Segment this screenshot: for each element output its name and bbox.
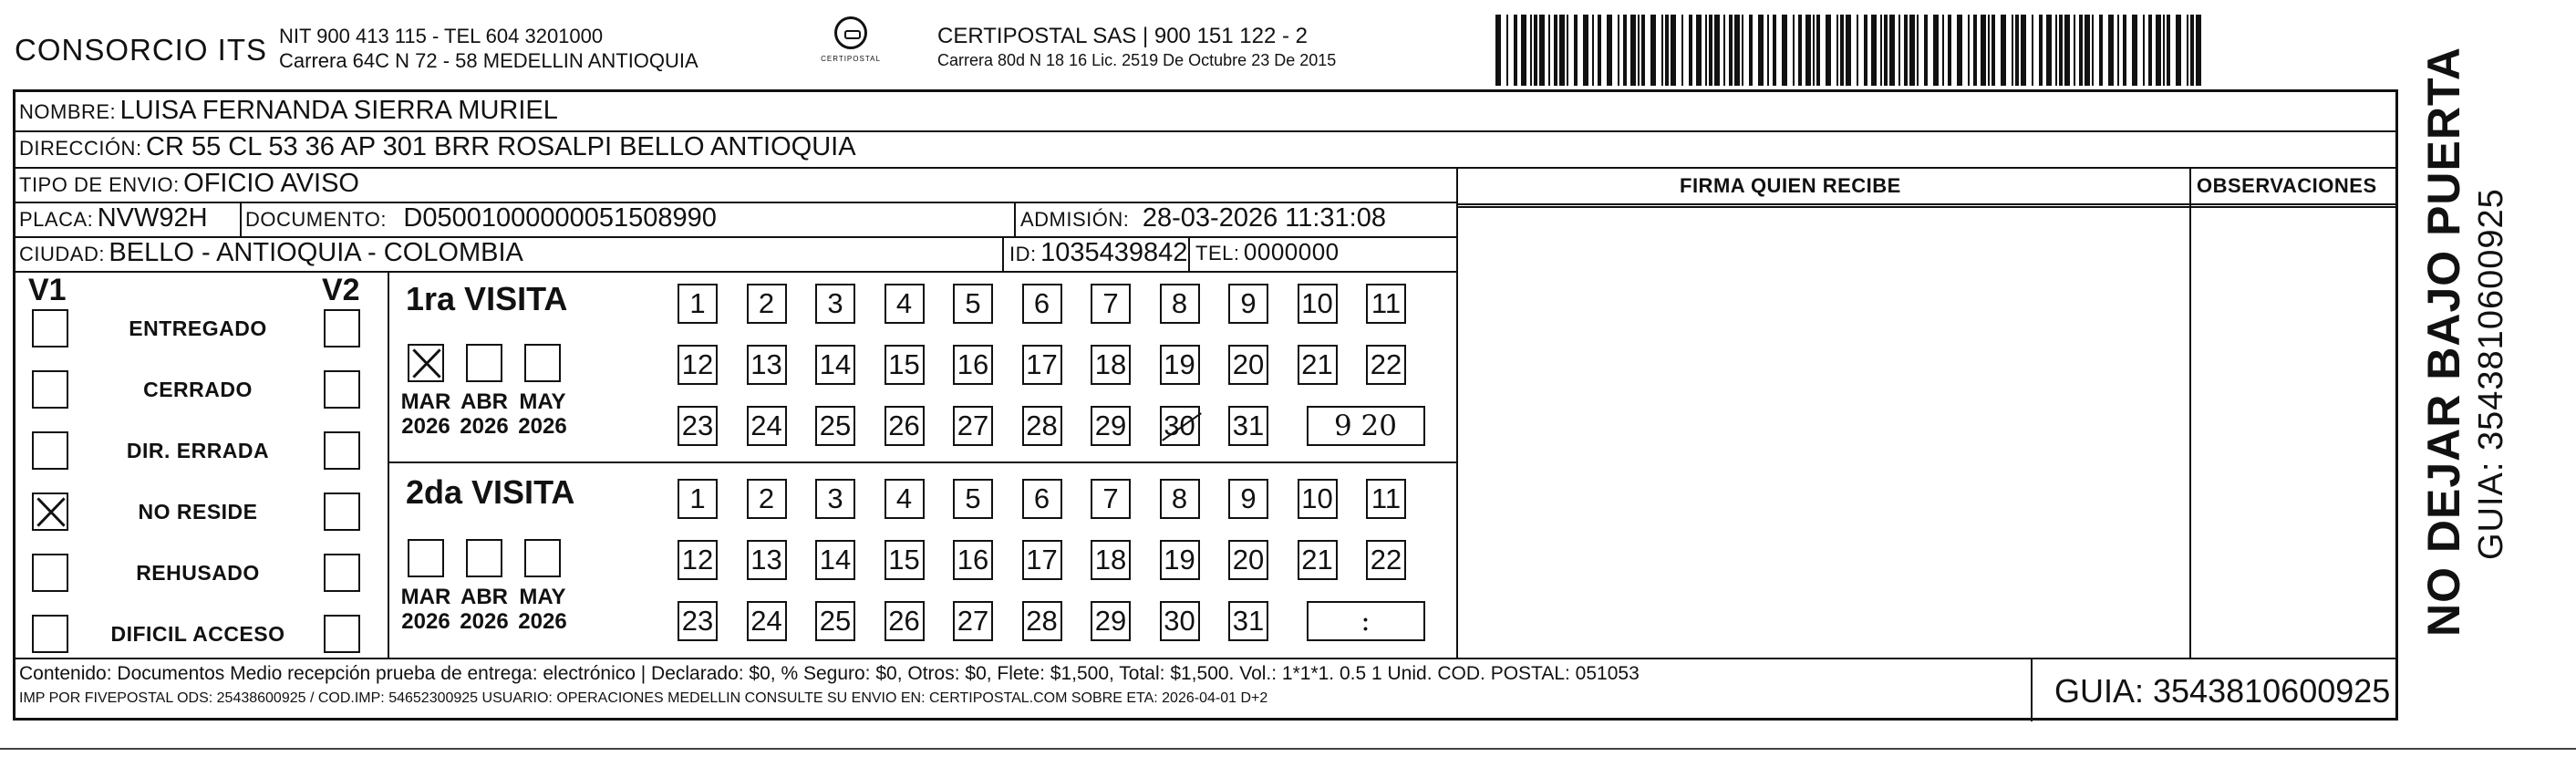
documento-field <box>245 203 717 233</box>
day-box[interactable]: 27 <box>953 406 993 446</box>
ciudad-value: BELLO - ANTIOQUIA - COLOMBIA <box>109 238 523 267</box>
tel-label: TEL: <box>1195 242 1240 264</box>
day-box[interactable]: 14 <box>815 345 855 385</box>
day-box[interactable]: 6 <box>1022 284 1062 324</box>
day-box[interactable]: 29 <box>1091 601 1131 641</box>
month-checkbox[interactable] <box>408 344 444 382</box>
day-box[interactable]: 11 <box>1366 284 1406 324</box>
day-box[interactable]: 7 <box>1091 284 1131 324</box>
day-box[interactable]: 20 <box>1228 345 1268 385</box>
day-box[interactable]: 1 <box>678 284 718 324</box>
tipo-envio-field <box>19 169 359 199</box>
tel-value: 0000000 <box>1243 238 1340 265</box>
month-name: MAY <box>519 585 566 609</box>
day-box[interactable]: 8 <box>1160 479 1200 519</box>
day-box[interactable]: 4 <box>885 479 925 519</box>
day-box[interactable]: 3 <box>815 284 855 324</box>
status-v2-checkbox[interactable] <box>324 554 360 592</box>
month-checkbox[interactable] <box>408 539 444 577</box>
day-box[interactable]: 14 <box>815 540 855 580</box>
day-box[interactable]: 25 <box>815 601 855 641</box>
day-box[interactable]: 24 <box>747 601 787 641</box>
month-checkbox[interactable] <box>466 344 502 382</box>
documento-label: DOCUMENTO: <box>245 208 387 231</box>
day-box[interactable]: 24 <box>747 406 787 446</box>
status-label: NO RESIDE <box>138 500 258 524</box>
footer-guia: GUIA: 3543810600925 <box>2054 672 2391 710</box>
day-box[interactable]: 31 <box>1228 601 1268 641</box>
month-year: 2026 <box>518 609 567 634</box>
day-box[interactable]: 10 <box>1298 284 1338 324</box>
month-name: ABR <box>460 585 508 609</box>
status-label: REHUSADO <box>136 561 260 585</box>
day-box[interactable]: 23 <box>678 406 718 446</box>
month-year: 2026 <box>460 414 509 439</box>
day-box[interactable]: 16 <box>953 345 993 385</box>
day-box[interactable]: 2 <box>747 479 787 519</box>
day-box[interactable]: 2 <box>747 284 787 324</box>
visit1-title: 1ra VISITA <box>406 280 568 317</box>
bottom-rule <box>0 748 2576 750</box>
day-box[interactable]: 13 <box>747 540 787 580</box>
ciudad-label: CIUDAD: <box>19 243 105 265</box>
ciudad-field <box>19 238 523 268</box>
documento-value: D05001000000051508990 <box>403 203 717 233</box>
tipo-envio-value: OFICIO AVISO <box>183 169 359 198</box>
day-box[interactable]: 15 <box>885 540 925 580</box>
status-label: CERRADO <box>143 378 253 401</box>
status-v2-checkbox[interactable] <box>324 309 360 347</box>
day-box[interactable]: 15 <box>885 345 925 385</box>
id-value: 1035439842 <box>1040 238 1188 267</box>
logo-text: CERTIPOSTAL <box>821 55 881 63</box>
time-box[interactable]: : <box>1307 601 1425 641</box>
month-name: MAY <box>519 389 566 414</box>
day-box[interactable]: 8 <box>1160 284 1200 324</box>
day-box[interactable]: 13 <box>747 345 787 385</box>
day-box[interactable]: 23 <box>678 601 718 641</box>
status-v1-checkbox[interactable] <box>32 309 68 347</box>
status-label: ENTREGADO <box>129 316 267 340</box>
status-v2-checkbox[interactable] <box>324 493 360 531</box>
admision-label: ADMISIÓN: <box>1020 208 1130 231</box>
month-year: 2026 <box>518 414 567 439</box>
status-v1-checkbox[interactable] <box>32 554 68 592</box>
status-v1-checkbox[interactable] <box>32 370 68 409</box>
day-box[interactable]: 4 <box>885 284 925 324</box>
nit-line: NIT 900 413 115 - TEL 604 3201000 <box>279 25 604 47</box>
month-label <box>398 585 453 634</box>
day-box[interactable]: 10 <box>1298 479 1338 519</box>
status-label: DIFICIL ACCESO <box>110 622 285 646</box>
tipo-envio-label: TIPO DE ENVIO: <box>19 173 180 196</box>
month-year: 2026 <box>401 414 450 439</box>
day-box[interactable]: 22 <box>1366 540 1406 580</box>
day-box[interactable]: 21 <box>1298 345 1338 385</box>
direccion-value: CR 55 CL 53 36 AP 301 BRR ROSALPI BELLO ANTIOQUIA <box>146 132 856 161</box>
placa-label: PLACA: <box>19 208 94 231</box>
logo-emblem-icon <box>834 16 867 49</box>
certipostal-logo <box>819 16 883 80</box>
day-box[interactable]: 6 <box>1022 479 1062 519</box>
contenido-text: Contenido: Documentos Medio recepción prueba de entrega: electrónico | Declarado: $0, % Seguro: $0, Otros: $0, Flete: $1,500, Total: $1,500. Vol.: 1*1*1. 0.5 1 Unid. COD. POSTAL: 051053 <box>19 663 1640 684</box>
id-label: ID: <box>1009 243 1037 265</box>
status-v1-checkbox[interactable] <box>32 493 68 531</box>
day-box[interactable]: 1 <box>678 479 718 519</box>
day-box[interactable]: 7 <box>1091 479 1131 519</box>
day-box[interactable]: 12 <box>678 540 718 580</box>
side-guia: GUIA: 3543810600925 <box>2472 188 2510 560</box>
admision-value: 28-03-2026 11:31:08 <box>1142 203 1386 233</box>
day-box[interactable]: 17 <box>1022 345 1062 385</box>
placa-field <box>19 203 208 233</box>
status-v1-checkbox[interactable] <box>32 431 68 470</box>
month-year: 2026 <box>401 609 450 634</box>
day-box[interactable]: 9 <box>1228 284 1268 324</box>
month-name: MAR <box>400 389 451 414</box>
status-v2-checkbox[interactable] <box>324 431 360 470</box>
side-warning <box>2395 47 2550 638</box>
v1-header: V1 <box>28 273 67 307</box>
status-v1-checkbox[interactable] <box>32 615 68 653</box>
direccion-label: DIRECCIÓN: <box>19 137 142 160</box>
month-label <box>515 389 570 439</box>
barcode <box>1495 15 2216 86</box>
no-dejar-bajo-puerta: NO DEJAR BAJO PUERTA <box>2418 47 2469 637</box>
time-box[interactable]: 9 20 <box>1307 406 1425 446</box>
status-label: DIR. ERRADA <box>126 439 270 462</box>
guide-form <box>13 89 2398 721</box>
day-box[interactable]: 29 <box>1091 406 1131 446</box>
tel-field <box>1195 238 1340 266</box>
day-box[interactable]: 9 <box>1228 479 1268 519</box>
company-address: Carrera 64C N 72 - 58 MEDELLIN ANTIOQUIA <box>279 49 698 72</box>
direccion-field <box>19 132 856 162</box>
month-checkbox[interactable] <box>524 344 561 382</box>
day-box[interactable]: 26 <box>885 601 925 641</box>
certipostal-address: Carrera 80d N 18 16 Lic. 2519 De Octubre 23 De 2015 <box>937 51 1337 69</box>
header <box>0 0 2407 89</box>
day-box[interactable]: 30 <box>1160 406 1200 446</box>
day-box[interactable]: 25 <box>815 406 855 446</box>
day-box[interactable]: 5 <box>953 479 993 519</box>
company-name: CONSORCIO ITS <box>15 33 268 67</box>
month-checkbox[interactable] <box>466 539 502 577</box>
status-v2-checkbox[interactable] <box>324 615 360 653</box>
day-box[interactable]: 26 <box>885 406 925 446</box>
month-label <box>515 585 570 634</box>
firma-label: FIRMA QUIEN RECIBE <box>1680 174 1901 197</box>
nombre-label: NOMBRE: <box>19 100 117 123</box>
day-box[interactable]: 22 <box>1366 345 1406 385</box>
nombre-field <box>19 96 558 126</box>
day-box[interactable]: 31 <box>1228 406 1268 446</box>
day-box[interactable]: 17 <box>1022 540 1062 580</box>
v2-header: V2 <box>322 273 360 307</box>
day-box[interactable]: 16 <box>953 540 993 580</box>
day-box[interactable]: 28 <box>1022 601 1062 641</box>
observaciones-label: OBSERVACIONES <box>2197 174 2377 197</box>
month-label <box>457 585 512 634</box>
day-box[interactable]: 3 <box>815 479 855 519</box>
day-box[interactable]: 12 <box>678 345 718 385</box>
imp-text: IMP POR FIVEPOSTAL ODS: 25438600925 / COD.IMP: 54652300925 USUARIO: OPERACIONES MEDELLIN CONSULTE SU ENVIO EN: CERTIPOSTAL.COM SOBRE ETA: 2026-04-01 D+2 <box>19 690 1268 706</box>
month-label <box>457 389 512 439</box>
day-box[interactable]: 18 <box>1091 540 1131 580</box>
certipostal-info <box>937 24 1336 73</box>
day-box[interactable]: 28 <box>1022 406 1062 446</box>
day-box[interactable]: 30 <box>1160 601 1200 641</box>
visit2-title: 2da VISITA <box>406 473 575 511</box>
day-box[interactable]: 27 <box>953 601 993 641</box>
month-name: ABR <box>460 389 508 414</box>
day-box[interactable]: 5 <box>953 284 993 324</box>
certipostal-line: CERTIPOSTAL SAS | 900 151 122 - 2 <box>937 24 1308 48</box>
company-info <box>279 24 698 73</box>
nombre-value: LUISA FERNANDA SIERRA MURIEL <box>119 96 558 125</box>
admision-field <box>1020 203 1386 233</box>
day-box[interactable]: 21 <box>1298 540 1338 580</box>
day-box[interactable]: 20 <box>1228 540 1268 580</box>
month-year: 2026 <box>460 609 509 634</box>
id-field <box>1009 238 1187 268</box>
day-box[interactable]: 19 <box>1160 345 1200 385</box>
status-v2-checkbox[interactable] <box>324 370 360 409</box>
day-box[interactable]: 19 <box>1160 540 1200 580</box>
day-box[interactable]: 18 <box>1091 345 1131 385</box>
placa-value: NVW92H <box>97 203 208 233</box>
month-label <box>398 389 453 439</box>
month-checkbox[interactable] <box>524 539 561 577</box>
day-box[interactable]: 11 <box>1366 479 1406 519</box>
month-name: MAR <box>400 585 451 609</box>
